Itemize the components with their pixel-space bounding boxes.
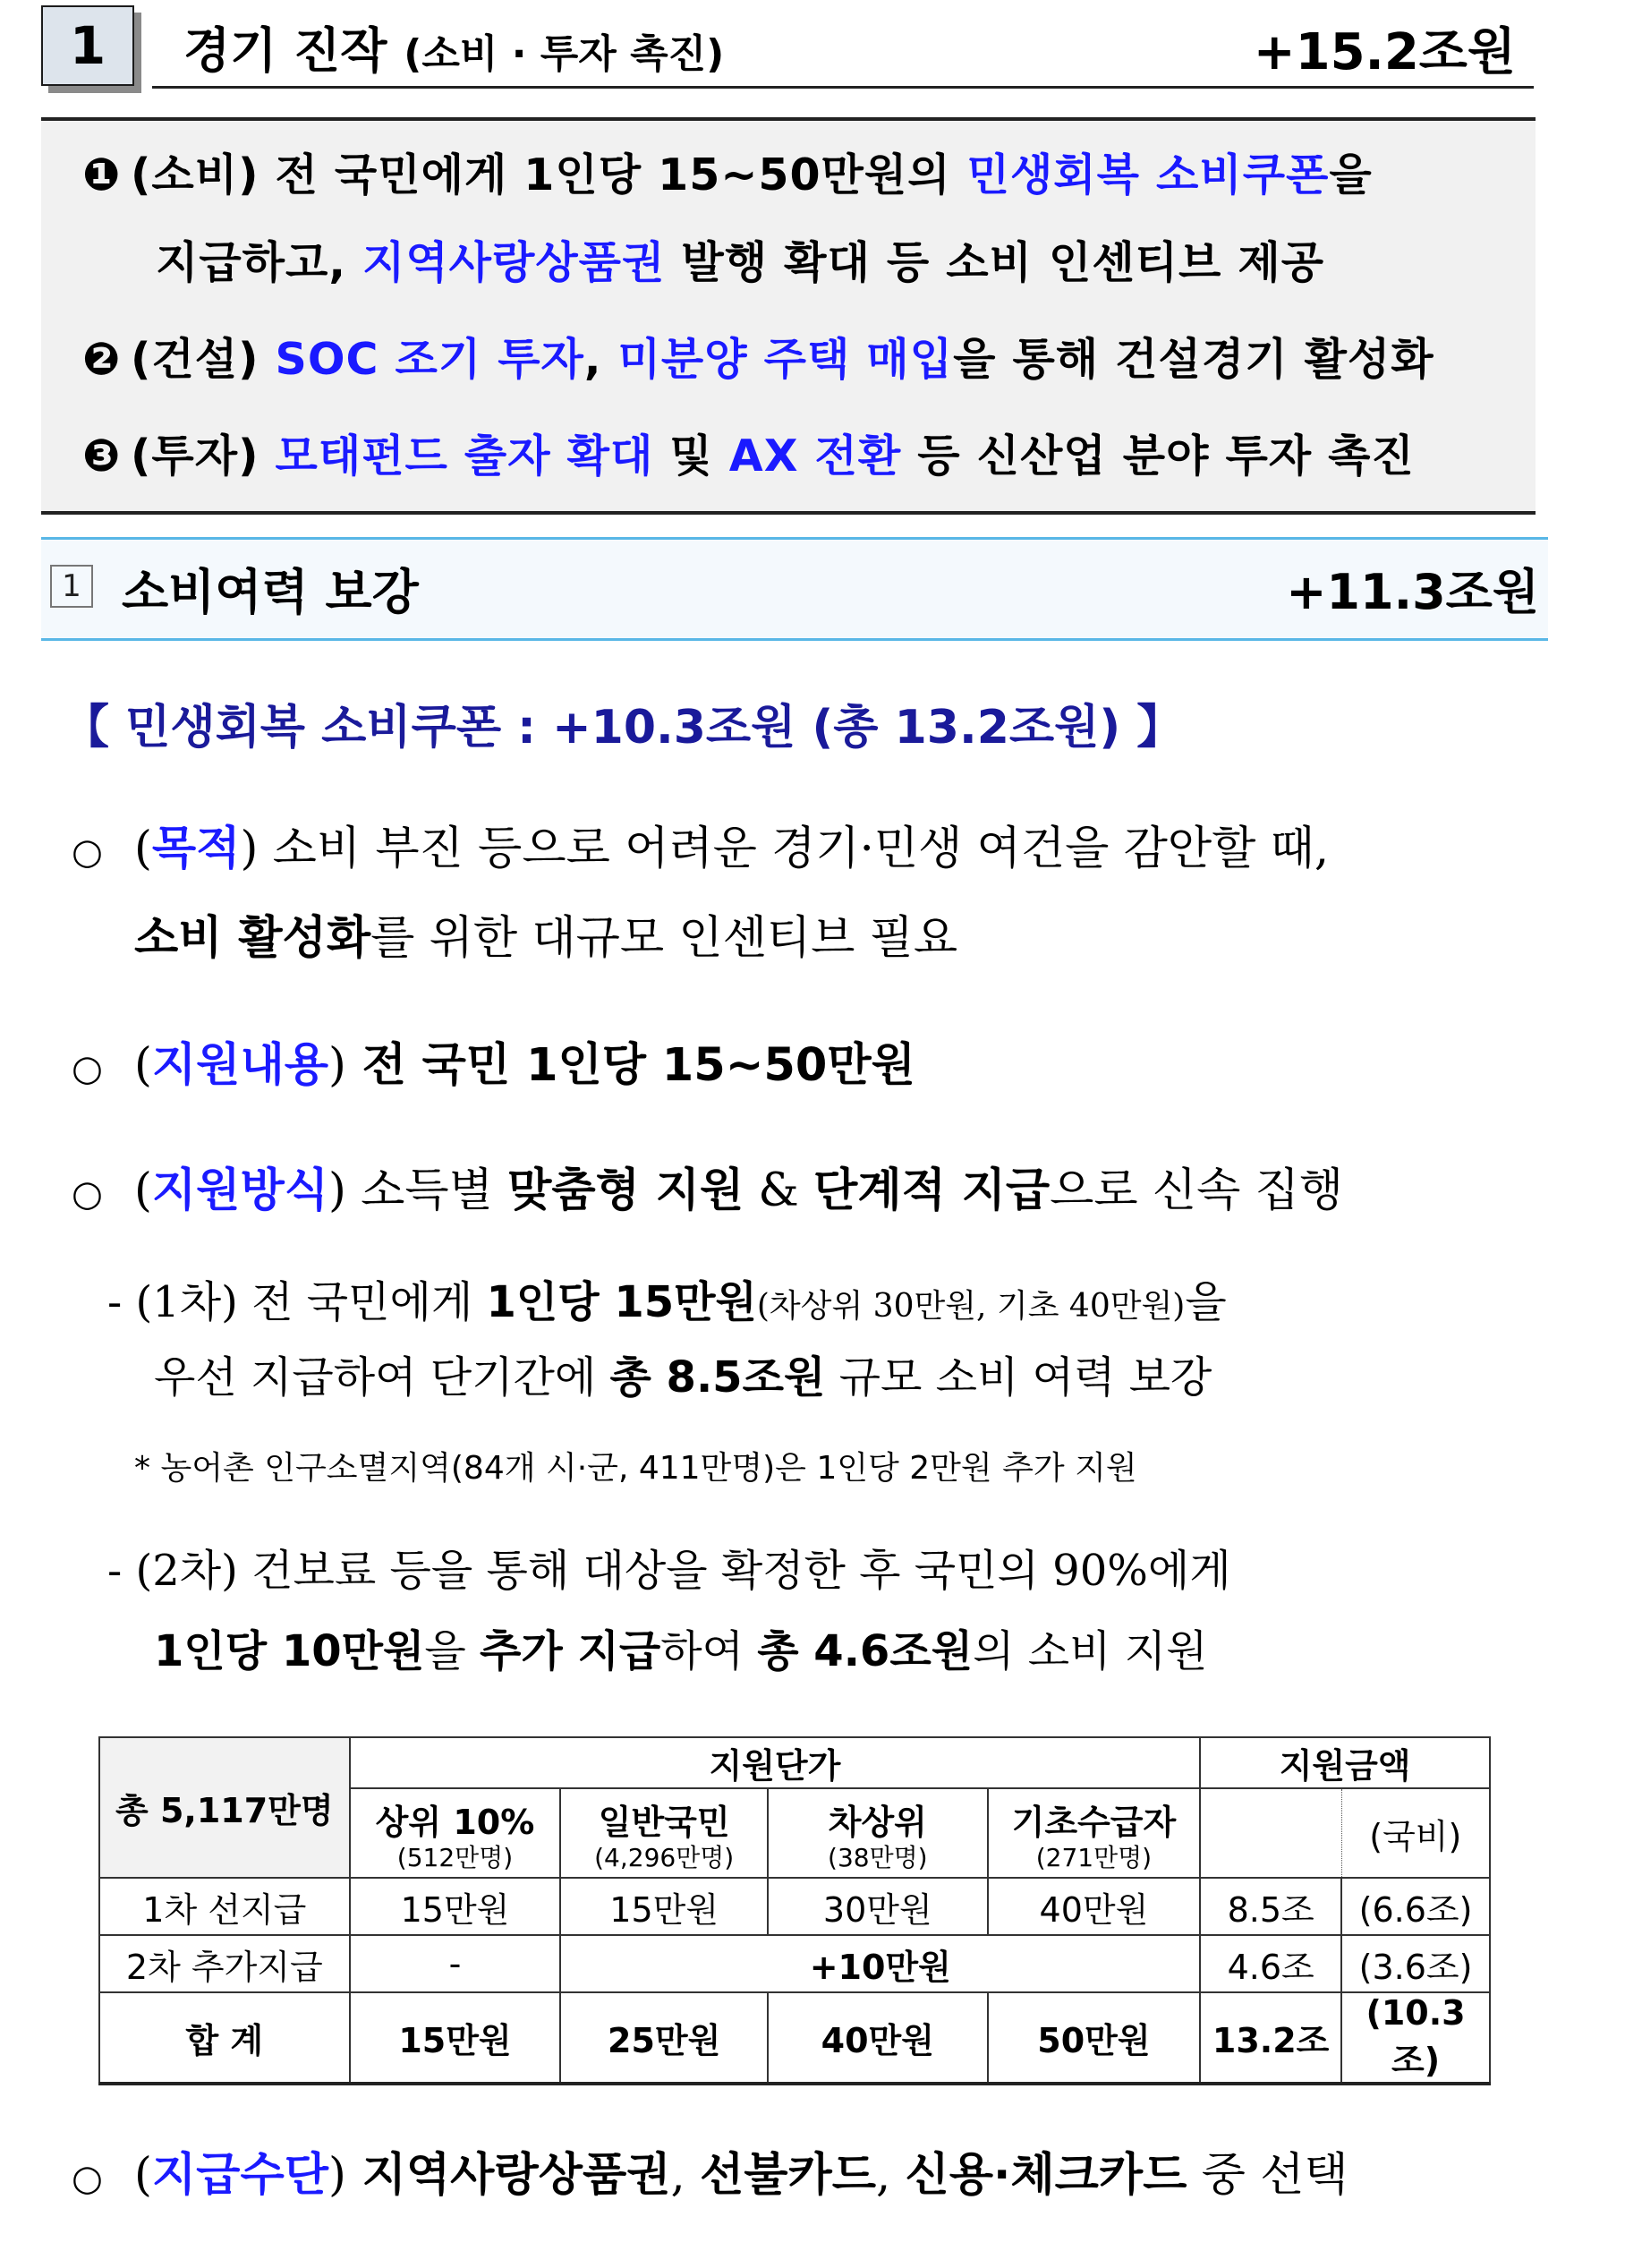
table-col-header: 차상위 (38만명) xyxy=(768,1788,988,1878)
summary-item-2 xyxy=(82,325,1434,388)
sub-bullet-second xyxy=(107,1536,1231,1598)
sub-bullet-first-line2 xyxy=(154,1343,1212,1404)
means-bold-3: 신용·체크카드 xyxy=(905,2149,1187,2202)
section-number-badge: 1 xyxy=(41,5,134,86)
summary-item-2-mid: , xyxy=(583,334,618,385)
summary-item-3-suffix: 등 신산업 분야 투자 촉진 xyxy=(901,431,1415,482)
table-cell-merged: +10만원 xyxy=(560,1935,1200,1992)
section-title xyxy=(183,13,724,81)
table-row-label: 합 계 xyxy=(99,1992,350,2084)
first-bold-1: 1인당 15만원 xyxy=(486,1277,757,1327)
purpose-text-2: 를 위한 대규모 인센티브 필요 xyxy=(370,912,958,965)
table-cell-national: (10.3조) xyxy=(1341,1992,1490,2084)
table-cell-national: (6.6조) xyxy=(1341,1878,1490,1935)
table-cell: 15만원 xyxy=(350,1992,561,2084)
table-col-header: 일반국민 (4,296만명) xyxy=(560,1788,768,1878)
table-row xyxy=(99,1935,1490,1992)
table-group-unit: 지원단가 xyxy=(350,1737,1201,1788)
summary-item-1-mid: 을 xyxy=(1329,149,1373,200)
table-cell: 50만원 xyxy=(988,1992,1201,2084)
table-total-row xyxy=(99,1992,1490,2084)
bullet-purpose-line2 xyxy=(134,900,957,967)
second-t3: 의 소비 지원 xyxy=(973,1626,1208,1676)
table-row-label: 1차 선지급 xyxy=(99,1878,350,1935)
second-bold-1: 1인당 10만원 xyxy=(154,1626,425,1676)
table-cell: 15만원 xyxy=(560,1878,768,1935)
table-cell-amount: 4.6조 xyxy=(1200,1935,1341,1992)
bullet-means: ○ (지급수단) 지역사랑상품권, 선불카드, 신용·체크카드 중 선택 xyxy=(72,2149,1348,2202)
table-cell: 40만원 xyxy=(988,1878,1201,1935)
summary-item-1-highlight-2: 지역사랑상품권 xyxy=(362,237,666,288)
summary-item-2-highlight-2: 미분양 주택 매입 xyxy=(617,334,954,385)
means-label: 지급수단 xyxy=(151,2149,328,2202)
first-small: (차상위 30만원, 기초 40만원) xyxy=(756,1288,1186,1325)
content-label: 지원내용 xyxy=(151,1039,328,1092)
purpose-label: 목적 xyxy=(151,823,241,875)
summary-item-1-highlight: 민생회복 소비쿠폰 xyxy=(966,149,1330,200)
summary-item-2-highlight: SOC 조기 투자 xyxy=(275,334,584,385)
table-col-header: 상위 10% (512만명) xyxy=(350,1788,561,1878)
first-bold-2: 총 8.5조원 xyxy=(609,1352,826,1403)
table-row-label: 2차 추가지급 xyxy=(99,1935,350,1992)
table-corner: 총 5,117만명 xyxy=(99,1737,350,1878)
circle-bullet-icon: ○ xyxy=(72,1048,103,1089)
summary-item-1-line2 xyxy=(156,228,1324,291)
subsection-header xyxy=(41,537,1548,641)
summary-item-3-highlight: 모태펀드 출자 확대 xyxy=(275,431,654,482)
table-header-row-1 xyxy=(99,1737,1490,1788)
subsection-number-box: 1 xyxy=(50,565,93,608)
section-amount: +15.2조원 xyxy=(1253,23,1516,81)
table-cell-amount: 13.2조 xyxy=(1200,1992,1341,2084)
table-cell-national: (3.6조) xyxy=(1341,1935,1490,1992)
table-cell: 15만원 xyxy=(350,1878,561,1935)
table-cell: - xyxy=(350,1935,561,1992)
table-cell: 40만원 xyxy=(768,1992,988,2084)
summary-item-3 xyxy=(82,422,1415,484)
dash-marker: - xyxy=(107,1277,136,1327)
means-bold-1: 지역사랑상품권 xyxy=(345,2149,671,2202)
marker-2-icon: ❷ xyxy=(82,333,122,385)
method-label: 지원방식 xyxy=(151,1164,328,1217)
table-col-header: 기초수급자 (271만명) xyxy=(988,1788,1201,1878)
table-group-amount: 지원금액 xyxy=(1200,1737,1490,1788)
summary-item-1-prefix: (소비) 전 국민에게 1인당 15~50만원의 xyxy=(131,149,967,200)
marker-1-icon: ❶ xyxy=(82,149,122,200)
table-col-header-amount xyxy=(1200,1788,1341,1878)
circle-bullet-icon: ○ xyxy=(72,831,103,873)
summary-item-3-highlight-2: AX 전환 xyxy=(728,431,902,482)
footnote: * 농어촌 인구소멸지역(84개 시·군, 411만명)은 1인당 2만원 추가 지원 xyxy=(134,1450,1137,1487)
coupon-heading: 【 민생회복 소비쿠폰 : +10.3조원 (총 13.2조원) 】 xyxy=(63,701,1184,755)
method-bold-1: 맞춤형 지원 xyxy=(507,1164,744,1217)
method-text-1: 소득별 xyxy=(345,1164,508,1217)
second-bold-2: 추가 지급 xyxy=(480,1626,661,1676)
method-text-2: & xyxy=(744,1164,814,1217)
first-line2-pre: 우선 지급하여 단기간에 xyxy=(154,1352,610,1403)
section-underline xyxy=(152,86,1534,89)
content-bold: 전 국민 1인당 15~50만원 xyxy=(345,1039,915,1092)
method-text-3: 으로 신속 집행 xyxy=(1050,1164,1344,1217)
marker-3-icon: ❸ xyxy=(82,430,122,482)
subsection-title: 소비여력 보강 xyxy=(122,564,419,620)
second-line1: (2차) 건보료 등을 통해 대상을 확정한 후 국민의 90%에게 xyxy=(135,1546,1231,1596)
second-bold-3: 총 4.6조원 xyxy=(757,1626,974,1676)
summary-item-2-suffix: 을 통해 건설경기 활성화 xyxy=(953,334,1434,385)
table-row xyxy=(99,1878,1490,1935)
summary-item-2-prefix: (건설) xyxy=(131,334,276,385)
sub-bullet-second-line2 xyxy=(154,1616,1207,1678)
second-t2: 하여 xyxy=(660,1626,758,1676)
section-title-text: 경기 진작 xyxy=(183,22,387,79)
table-cell-amount: 8.5조 xyxy=(1200,1878,1341,1935)
summary-box xyxy=(41,117,1536,515)
second-t1: 을 xyxy=(424,1626,481,1676)
bullet-purpose: ○ (목적) 소비 부진 등으로 어려운 경기·민생 여건을 감안할 때, xyxy=(72,823,1330,875)
section-subtitle: (소비 · 투자 촉진) xyxy=(404,31,725,77)
means-t3: 중 선택 xyxy=(1187,2149,1348,2202)
means-t2: , xyxy=(876,2149,906,2202)
sub-bullet-first xyxy=(107,1267,1227,1329)
dash-marker: - xyxy=(107,1546,136,1596)
summary-item-1-line2-pre: 지급하고, xyxy=(156,237,363,288)
support-table xyxy=(98,1736,1491,2085)
subsection-amount: +11.3조원 xyxy=(1286,564,1539,620)
table-cell: 30만원 xyxy=(768,1878,988,1935)
purpose-text: 소비 부진 등으로 어려운 경기·민생 여건을 감안할 때, xyxy=(258,823,1330,875)
table-col-header-national: (국비) xyxy=(1341,1788,1490,1878)
circle-bullet-icon: ○ xyxy=(72,2158,103,2199)
means-t1: , xyxy=(670,2149,700,2202)
bullet-content: ○ (지원내용) 전 국민 1인당 15~50만원 xyxy=(72,1039,915,1092)
first-line2-post: 규모 소비 여력 보강 xyxy=(825,1352,1212,1403)
purpose-bold: 소비 활성화 xyxy=(134,912,371,965)
first-pre: (1차) 전 국민에게 xyxy=(135,1277,487,1327)
summary-item-3-mid: 및 xyxy=(653,431,729,482)
table-cell: 25만원 xyxy=(560,1992,768,2084)
first-post: 을 xyxy=(1185,1277,1227,1327)
summary-item-1-line2-post: 발행 확대 등 소비 인센티브 제공 xyxy=(665,237,1325,288)
bullet-method: ○ (지원방식) 소득별 맞춤형 지원 & 단계적 지급으로 신속 집행 xyxy=(72,1164,1344,1217)
means-bold-2: 선불카드 xyxy=(699,2149,877,2202)
circle-bullet-icon: ○ xyxy=(72,1173,103,1215)
summary-item-3-prefix: (투자) xyxy=(131,431,276,482)
method-bold-2: 단계적 지급 xyxy=(813,1164,1051,1217)
summary-item-1 xyxy=(82,141,1373,203)
